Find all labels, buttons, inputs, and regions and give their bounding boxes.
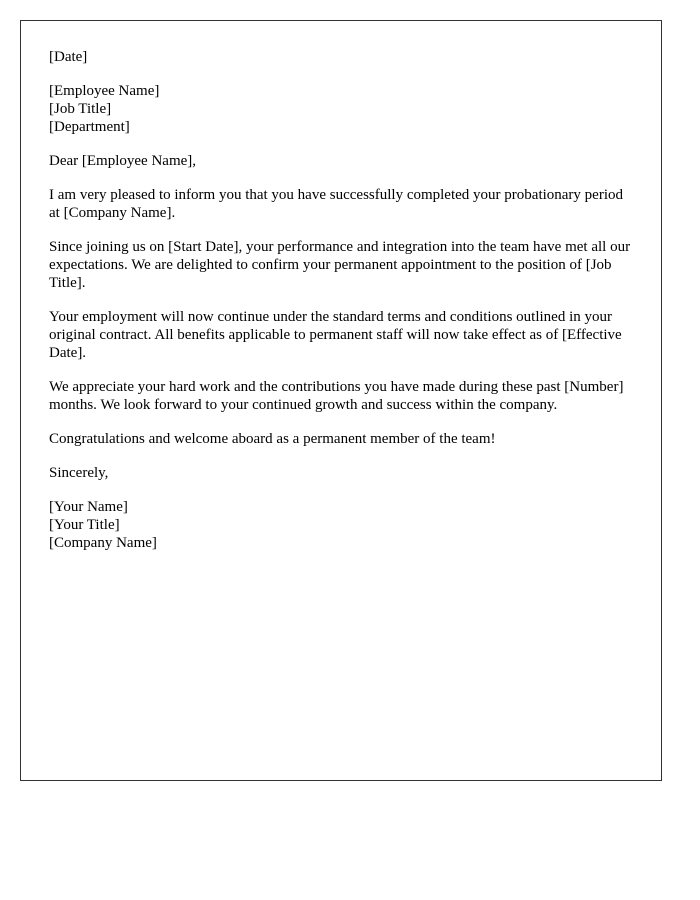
- body-paragraph: Congratulations and welcome aboard as a permanent member of the team!: [49, 431, 496, 447]
- closing: Sincerely,: [49, 465, 109, 481]
- recipient-name: [Employee Name]: [49, 83, 160, 99]
- signature-name: [Your Name]: [49, 499, 128, 515]
- signature-block: [49, 498, 633, 552]
- recipient-job-title: [Job Title]: [49, 101, 112, 117]
- signature-company: [Company Name]: [49, 535, 157, 551]
- body-paragraph: We appreciate your hard work and the contributions you have made during these past [Number] months. We look forward to your continued growth and success within the company.: [49, 379, 624, 413]
- recipient-block: [49, 82, 633, 136]
- salutation: Dear [Employee Name],: [49, 153, 197, 169]
- body-paragraph: I am very pleased to inform you that you have successfully completed your probationary period at [Company Name].: [49, 187, 623, 221]
- body-paragraph: Since joining us on [Start Date], your performance and integration into the team have met all our expectations. We are delighted to confirm your permanent appointment to the position of [Job Title].: [49, 239, 631, 291]
- letter-document: [20, 20, 662, 781]
- letter-date: [Date]: [49, 49, 88, 65]
- recipient-department: [Department]: [49, 119, 130, 135]
- signature-title: [Your Title]: [49, 517, 120, 533]
- body-paragraph: Your employment will now continue under the standard terms and conditions outlined in your original contract. All benefits applicable to permanent staff will now take effect as of [Effective Date].: [49, 309, 622, 361]
